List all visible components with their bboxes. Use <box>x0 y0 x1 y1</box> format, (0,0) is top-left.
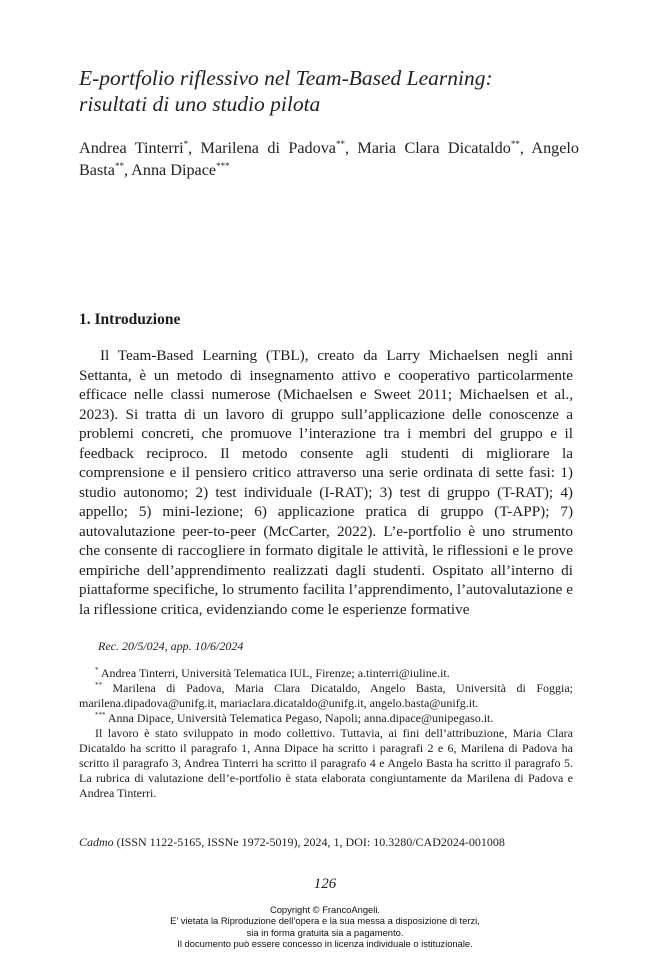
author-separator: , <box>188 139 201 157</box>
author-affiliation-mark: ** <box>114 161 124 171</box>
footnote-mark: * <box>95 666 99 674</box>
footnote <box>79 666 573 681</box>
author-name: Anna Dipace <box>131 161 217 179</box>
author-list <box>79 137 579 181</box>
contribution-note: Il lavoro è stato sviluppato in modo collettivo. Tuttavia, ai fini dell’attribuzione, Maria Clara Dicataldo ha scritto il paragrafo 1, Anna Dipace ha scritto i paragrafi 2 e 6, Marilena di Padova ha scritto il paragrafo 3, Andrea Tinterri ha scritto il paragrafo 4 e Angelo Basta ha scritto il paragrafo 5. La rubrica di valutazione dell’e-portfolio è stata elaborata congiuntamente da Marilena di Padova e Andrea Tinterri. <box>79 726 573 800</box>
author-separator: , <box>344 139 358 157</box>
received-accepted-dates: Rec. 20/5/024, app. 10/6/2024 <box>98 639 244 653</box>
copyright-line: E’ vietata la Riproduzione dell’opera e la sua messa a disposizione di terzi, <box>170 915 480 927</box>
footnote-text: Andrea Tinterri, Università Telematica IUL, Firenze; a.tinterri@iuline.it. <box>100 666 450 680</box>
footnotes <box>79 666 573 801</box>
footnote-mark: ** <box>95 681 102 689</box>
footnote-mark: *** <box>95 711 106 719</box>
title-line-2: risultati di uno studio pilota <box>79 91 321 116</box>
author-separator: , <box>123 161 132 179</box>
author-name: Angelo Basta <box>79 139 580 179</box>
copyright-line: sia in forma gratuita sia a pagamento. <box>246 926 404 938</box>
author-affiliation-mark: ** <box>335 139 345 149</box>
journal-citation <box>79 835 505 850</box>
title-line-1: E-portfolio riflessivo nel Team-Based Learning: <box>79 66 493 90</box>
copyright-notice <box>0 904 650 950</box>
journal-name: Cadmo <box>79 835 114 849</box>
journal-details: (ISSN 1122-5165, ISSNe 1972-5019), 2024, 1, DOI: 10.3280/CAD2024-001008 <box>113 835 505 849</box>
author-name: Marilena di Padova <box>200 139 336 157</box>
section-heading: 1. Introduzione <box>79 311 181 328</box>
page-number: 126 <box>313 876 337 892</box>
footnote-text: Marilena di Padova, Maria Clara Dicataldo, Angelo Basta, Università di Foggia; marilena.dipadova@unifg.it, mariaclara.dicataldo@unifg.it, angelo.basta@unifg.it. <box>79 681 573 710</box>
copyright-line: Copyright © FrancoAngeli. <box>269 904 381 915</box>
footnote-text: Anna Dipace, Università Telematica Pegaso, Napoli; anna.dipace@unipegaso.it. <box>107 711 494 725</box>
footnote <box>79 681 573 711</box>
article-title <box>79 66 579 117</box>
footnote <box>79 711 573 726</box>
author-name: Maria Clara Dicataldo <box>357 139 511 157</box>
copyright-line: Il documento può essere concesso in licenza individuale o istituzionale. <box>177 938 473 950</box>
author-affiliation-mark: * <box>183 139 189 149</box>
author-affiliation-mark: *** <box>216 161 230 171</box>
introduction-paragraph: Il Team-Based Learning (TBL), creato da Larry Michaelsen negli anni Settanta, è un metodo di insegnamento attivo e cooperativo particolarmente efficace nelle classi numerose (Michaelsen e Sweet 2011; Michaelsen et al., 2023). Si tratta di un lavoro di gruppo sull’applicazione delle conoscenze a problemi concreti, che promuove l’interazione tra i membri del gruppo e il feedback reciproco. Il metodo consente agli studenti di migliorare la comprensione e il pensiero critico attraverso una serie ordinata di sette fasi: 1) studio autonomo; 2) test individuale (I-RAT); 3) test di gruppo (T-RAT); 4) appello; 5) mini-lezione; 6) applicazione pratica di gruppo (T-APP); 7) autovalutazione peer-to-peer (McCarter, 2022). L’e-portfolio è uno strumento che consente di raccogliere in formato digitale le attività, le riflessioni e le prove empiriche dell’apprendimento realizzati dagli studenti. Ospitato all’interno di piattaforme specifiche, lo strumento facilita l’apprendimento, l’autovalutazione e la riflessione critica, evidenziando come le esperienze formative <box>79 347 573 618</box>
author-separator: , <box>519 139 532 157</box>
author-name: Andrea Tinterri <box>79 139 184 157</box>
author-affiliation-mark: ** <box>510 139 520 149</box>
